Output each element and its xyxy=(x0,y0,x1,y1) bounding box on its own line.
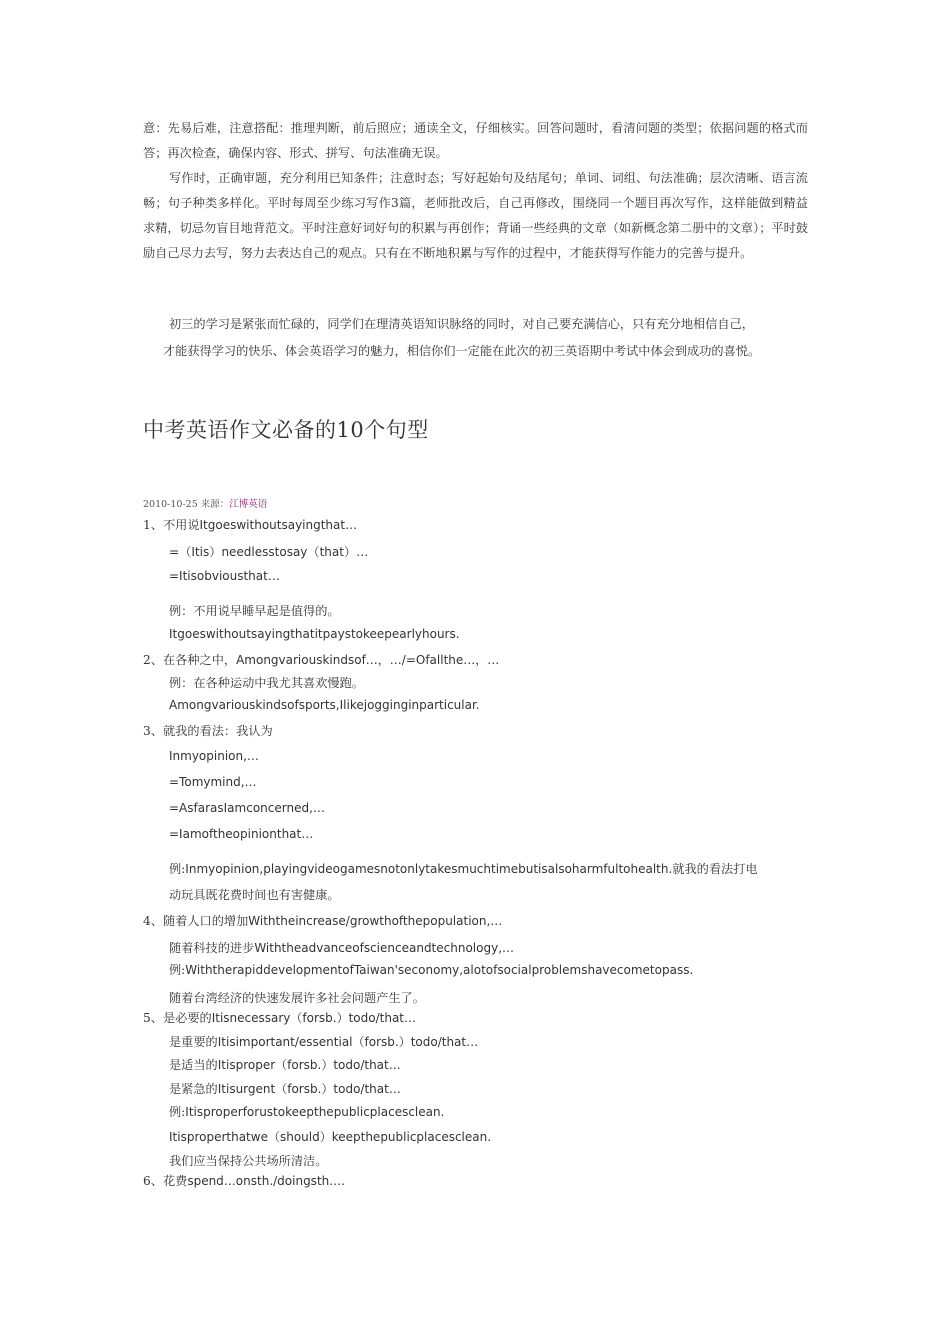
paragraph-writing-tips: 写作时，正确审题，充分利用已知条件；注意时态；写好起始句及结尾句；单词、词组、句法准确；层次清晰、语言流畅；句子种类多样化。平时每周至少练习写作3篇，老师批改后，自己再修改，围绕同一个题目再次写作，这样能做到精益求精，切忌勿盲目地背范文。平时注意好词好句的积累与再创作；背诵一些经典的文章（如新概念第二册中的文章）；平时鼓励自己尽力去写，努力去表达自己的观点。只有在不断地积累与写作的过程中，才能获得写作能力的完善与提升。 xyxy=(143,171,808,260)
item-5-example-2: Itisproperthatwe（should）keepthepublicplacesclean. xyxy=(169,1130,492,1144)
article-title: 中考英语作文必备的10个句型 xyxy=(143,418,429,442)
item-2-example-cn: 例：在各种运动中我尤其喜欢慢跑。 xyxy=(169,676,364,690)
item-5-example: 例:Itisproperforustokeepthepublicplacesclean. xyxy=(169,1105,445,1119)
source-link[interactable]: 江博英语 xyxy=(229,499,268,510)
item-4-example: 例:WiththerapiddevelopmentofTaiwan'seconomy,alotofsocialproblemshavecometopass. xyxy=(169,963,694,977)
item-2-heading: 2、在各种之中，Amongvariouskindsof…，…/=Ofallthe…，… xyxy=(143,653,500,667)
item-3-alt-3: =AsfarasIamconcerned,… xyxy=(169,801,325,815)
paragraph-reading-tips: 意：先易后难，注意搭配：推理判断，前后照应；通读全文，仔细核实。回答问题时，看清问题的类型；依据问题的格式而答；再次检查，确保内容、形式、拼写、句法准确无误。 xyxy=(143,121,808,160)
item-5-alt-1: 是重要的Itisimportant/essential（forsb.）todo/that… xyxy=(169,1035,479,1049)
paragraph-encouragement xyxy=(163,311,808,365)
item-5-example-cn: 我们应当保持公共场所清洁。 xyxy=(169,1154,328,1168)
item-3-alt-4: =Iamoftheopinionthat… xyxy=(169,827,314,841)
item-4-alt-1: 随着科技的进步Withtheadvanceofscienceandtechnology,… xyxy=(169,941,515,955)
item-1-example-en: Itgoeswithoutsayingthatitpaystokeepearlyhours. xyxy=(169,627,460,641)
item-4-heading: 4、随着人口的增加Withtheincrease/growthofthepopulation,… xyxy=(143,914,503,928)
item-1-heading xyxy=(143,516,357,533)
item-2-example-en: Amongvariouskindsofsports,Ilikejogginginparticular. xyxy=(169,698,480,712)
item-3-alt-1: Inmyopinion,… xyxy=(169,749,259,763)
encouragement-line-1: 初三的学习是紧张而忙碌的，同学们在理清英语知识脉络的同时，对自己要充满信心，只有充分地相信自己， xyxy=(169,317,754,331)
item-5-heading: 5、是必要的Itisnecessary（forsb.）todo/that… xyxy=(143,1011,416,1025)
item-1-english: Itgoeswithoutsayingthat… xyxy=(199,518,358,532)
item-5-alt-3: 是紧急的Itisurgent（forsb.）todo/that… xyxy=(169,1082,401,1096)
encouragement-line-2: 才能获得学习的快乐、体会英语学习的魅力，相信你们一定能在此次的初三英语期中考试中体会到成功的喜悦。 xyxy=(163,344,761,358)
item-1-alt-1: =（Itis）needlesstosay（that）… xyxy=(169,545,369,559)
item-5-alt-2: 是适当的Itisproper（forsb.）todo/that… xyxy=(169,1058,401,1072)
item-4-example-cn: 随着台湾经济的快速发展许多社会问题产生了。 xyxy=(169,991,425,1005)
item-6-heading: 6、花费spend…onsth./doingsth.… xyxy=(143,1174,346,1188)
item-1-example-cn: 例：不用说早睡早起是值得的。 xyxy=(169,604,340,618)
item-1-number: 1、不用说 xyxy=(143,518,200,532)
item-1-alt-2: =Itisobviousthat… xyxy=(169,569,280,583)
source-date: 2010-10-25 来源： xyxy=(143,499,230,510)
item-3-heading: 3、就我的看法：我认为 xyxy=(143,724,273,738)
item-3-example: 例:Inmyopinion,playingvideogamesnotonlytakesmuchtimebutisalsoharmfultohealth.就我的看法打电 xyxy=(169,862,758,876)
item-3-example-cn: 动玩具既花费时间也有害健康。 xyxy=(169,888,340,902)
article-source xyxy=(143,496,267,510)
item-3-alt-2: =Tomymind,… xyxy=(169,775,257,789)
